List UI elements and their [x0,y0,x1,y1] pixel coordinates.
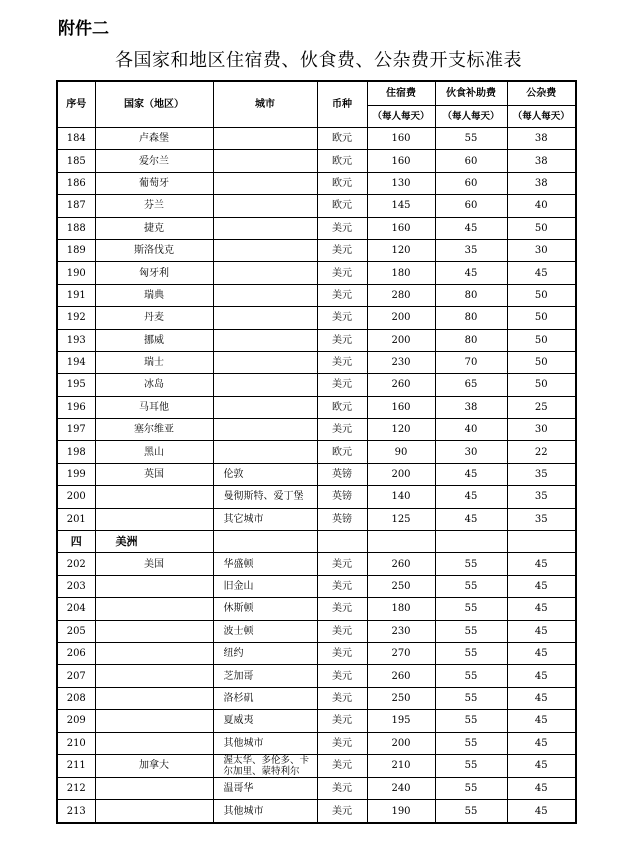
cell-country: 葡萄牙 [95,172,213,194]
cell-currency: 美元 [317,732,367,754]
cell-lodging: 260 [367,553,435,575]
cell-meal: 55 [435,553,507,575]
cell-misc: 25 [507,396,576,418]
cell-currency: 英镑 [317,463,367,485]
cell-city [213,374,317,396]
table-row [57,239,576,261]
cell-city [213,128,317,150]
cell-currency: 美元 [317,374,367,396]
cell-seq: 212 [57,777,95,799]
cell-meal: 80 [435,329,507,351]
cell-city [213,239,317,261]
table-row [57,463,576,485]
cell-lodging: 160 [367,128,435,150]
cell-meal: 55 [435,128,507,150]
cell-lodging: 260 [367,665,435,687]
standards-table [56,80,577,824]
cell-misc: 45 [507,732,576,754]
cell-currency: 美元 [317,284,367,306]
cell-seq: 194 [57,351,95,373]
table-row [57,217,576,239]
cell-city: 旧金山 [213,575,317,597]
cell-country [95,642,213,664]
cell-meal: 60 [435,195,507,217]
cell-lodging: 180 [367,262,435,284]
cell-city: 温哥华 [213,777,317,799]
cell-seq: 202 [57,553,95,575]
table-row [57,351,576,373]
table-row [57,777,576,799]
cell-currency: 欧元 [317,150,367,172]
cell-country: 挪威 [95,329,213,351]
cell-misc: 50 [507,374,576,396]
cell-currency: 美元 [317,217,367,239]
cell-misc: 45 [507,665,576,687]
cell-country: 斯洛伐克 [95,239,213,261]
header-currency: 币种 [317,81,367,128]
cell-country [95,777,213,799]
cell-country [95,575,213,597]
cell-city [213,329,317,351]
empty-cell [507,531,576,553]
cell-currency: 美元 [317,351,367,373]
table-row [57,687,576,709]
cell-misc: 45 [507,598,576,620]
cell-city: 华盛顿 [213,553,317,575]
cell-city: 芝加哥 [213,665,317,687]
cell-misc: 45 [507,642,576,664]
cell-seq: 209 [57,710,95,732]
cell-city [213,262,317,284]
cell-meal: 45 [435,486,507,508]
cell-seq: 193 [57,329,95,351]
cell-seq: 191 [57,284,95,306]
cell-city [213,195,317,217]
cell-currency: 美元 [317,553,367,575]
header-meal-unit: （每人每天） [435,106,507,128]
cell-currency: 美元 [317,710,367,732]
cell-misc: 45 [507,710,576,732]
cell-currency: 美元 [317,754,367,777]
cell-currency: 美元 [317,777,367,799]
cell-seq: 190 [57,262,95,284]
cell-country: 美国 [95,553,213,575]
cell-meal: 55 [435,732,507,754]
cell-city: 其他城市 [213,732,317,754]
cell-seq: 185 [57,150,95,172]
empty-cell [317,531,367,553]
cell-lodging: 280 [367,284,435,306]
cell-meal: 55 [435,754,507,777]
cell-country: 芬兰 [95,195,213,217]
cell-lodging: 200 [367,463,435,485]
cell-misc: 45 [507,262,576,284]
cell-lodging: 230 [367,351,435,373]
table-row [57,642,576,664]
cell-meal: 45 [435,463,507,485]
header-lodging: 住宿费 [367,81,435,106]
cell-seq: 208 [57,687,95,709]
cell-misc: 45 [507,620,576,642]
header-misc-unit: （每人每天） [507,106,576,128]
cell-city: 休斯顿 [213,598,317,620]
cell-city [213,217,317,239]
header-city: 城市 [213,81,317,128]
cell-meal: 55 [435,687,507,709]
cell-lodging: 200 [367,732,435,754]
cell-country: 黑山 [95,441,213,463]
cell-currency: 英镑 [317,508,367,530]
cell-misc: 38 [507,150,576,172]
cell-currency: 美元 [317,239,367,261]
cell-misc: 45 [507,754,576,777]
cell-seq: 187 [57,195,95,217]
cell-seq: 203 [57,575,95,597]
cell-city: 纽约 [213,642,317,664]
cell-currency: 欧元 [317,195,367,217]
cell-seq: 184 [57,128,95,150]
cell-lodging: 130 [367,172,435,194]
cell-misc: 45 [507,800,576,823]
table-row [57,329,576,351]
cell-lodging: 240 [367,777,435,799]
table-row [57,262,576,284]
cell-seq: 198 [57,441,95,463]
table-row [57,150,576,172]
cell-lodging: 270 [367,642,435,664]
cell-seq: 188 [57,217,95,239]
cell-country: 匈牙利 [95,262,213,284]
cell-city: 波士顿 [213,620,317,642]
section-number: 四 [57,531,95,553]
cell-country [95,687,213,709]
cell-lodging: 160 [367,217,435,239]
table-row [57,732,576,754]
cell-meal: 45 [435,217,507,239]
cell-seq: 200 [57,486,95,508]
cell-lodging: 200 [367,307,435,329]
cell-meal: 55 [435,710,507,732]
cell-misc: 38 [507,172,576,194]
cell-currency: 欧元 [317,172,367,194]
cell-country [95,620,213,642]
header-country: 国家（地区） [95,81,213,128]
cell-city [213,172,317,194]
table-row [57,172,576,194]
cell-city [213,419,317,441]
cell-seq: 199 [57,463,95,485]
cell-misc: 35 [507,486,576,508]
cell-country: 冰岛 [95,374,213,396]
cell-currency: 美元 [317,419,367,441]
cell-misc: 40 [507,195,576,217]
cell-currency: 欧元 [317,396,367,418]
cell-misc: 50 [507,217,576,239]
cell-seq: 201 [57,508,95,530]
cell-misc: 35 [507,463,576,485]
table-row [57,195,576,217]
cell-currency: 美元 [317,620,367,642]
cell-seq: 211 [57,754,95,777]
table-row [57,620,576,642]
table-body [57,128,576,823]
cell-lodging: 145 [367,195,435,217]
cell-meal: 45 [435,508,507,530]
cell-country: 捷克 [95,217,213,239]
cell-city: 渥太华、多伦多、卡尔加里、蒙特利尔 [213,754,317,777]
cell-country [95,800,213,823]
cell-misc: 45 [507,777,576,799]
section-name: 美洲 [95,531,213,553]
cell-seq: 205 [57,620,95,642]
cell-lodging: 120 [367,419,435,441]
cell-seq: 207 [57,665,95,687]
cell-lodging: 160 [367,396,435,418]
cell-misc: 38 [507,128,576,150]
cell-city [213,284,317,306]
cell-seq: 213 [57,800,95,823]
cell-lodging: 230 [367,620,435,642]
cell-lodging: 250 [367,575,435,597]
cell-country: 瑞士 [95,351,213,373]
cell-meal: 45 [435,262,507,284]
cell-country [95,665,213,687]
cell-currency: 美元 [317,307,367,329]
cell-seq: 204 [57,598,95,620]
cell-currency: 欧元 [317,128,367,150]
cell-lodging: 140 [367,486,435,508]
cell-city: 洛杉矶 [213,687,317,709]
cell-lodging: 190 [367,800,435,823]
cell-lodging: 125 [367,508,435,530]
cell-lodging: 160 [367,150,435,172]
cell-lodging: 180 [367,598,435,620]
cell-city: 其他城市 [213,800,317,823]
cell-country: 加拿大 [95,754,213,777]
cell-meal: 55 [435,777,507,799]
cell-lodging: 120 [367,239,435,261]
cell-country [95,732,213,754]
cell-meal: 80 [435,284,507,306]
cell-lodging: 195 [367,710,435,732]
cell-seq: 192 [57,307,95,329]
header-misc: 公杂费 [507,81,576,106]
cell-meal: 60 [435,172,507,194]
cell-meal: 35 [435,239,507,261]
cell-currency: 欧元 [317,441,367,463]
cell-country: 塞尔维亚 [95,419,213,441]
cell-lodging: 90 [367,441,435,463]
cell-meal: 80 [435,307,507,329]
cell-lodging: 200 [367,329,435,351]
table-row [57,710,576,732]
cell-country: 丹麦 [95,307,213,329]
cell-currency: 美元 [317,687,367,709]
cell-seq: 186 [57,172,95,194]
table-row [57,800,576,823]
cell-seq: 210 [57,732,95,754]
cell-meal: 55 [435,665,507,687]
table-row [57,374,576,396]
table-row [57,128,576,150]
table-row [57,575,576,597]
cell-currency: 美元 [317,262,367,284]
cell-seq: 206 [57,642,95,664]
table-row [57,598,576,620]
cell-country [95,508,213,530]
cell-misc: 35 [507,508,576,530]
cell-meal: 38 [435,396,507,418]
cell-misc: 30 [507,419,576,441]
cell-lodging: 210 [367,754,435,777]
cell-misc: 45 [507,553,576,575]
empty-cell [367,531,435,553]
cell-country: 英国 [95,463,213,485]
cell-city: 曼彻斯特、爱丁堡 [213,486,317,508]
header-seq: 序号 [57,81,95,128]
table-row [57,486,576,508]
cell-currency: 美元 [317,575,367,597]
attachment-label: 附件二 [58,19,109,39]
cell-city [213,396,317,418]
table-row [57,307,576,329]
cell-city: 其它城市 [213,508,317,530]
cell-seq: 196 [57,396,95,418]
table-row [57,396,576,418]
cell-country [95,710,213,732]
cell-meal: 70 [435,351,507,373]
cell-meal: 55 [435,575,507,597]
cell-seq: 197 [57,419,95,441]
cell-currency: 美元 [317,800,367,823]
cell-misc: 50 [507,329,576,351]
cell-misc: 45 [507,687,576,709]
cell-lodging: 250 [367,687,435,709]
table-row [57,754,576,777]
cell-country: 卢森堡 [95,128,213,150]
cell-city [213,441,317,463]
cell-seq: 195 [57,374,95,396]
empty-cell [435,531,507,553]
table-row [57,553,576,575]
cell-misc: 50 [507,284,576,306]
cell-currency: 美元 [317,642,367,664]
cell-meal: 65 [435,374,507,396]
cell-misc: 45 [507,575,576,597]
cell-misc: 22 [507,441,576,463]
cell-city: 伦敦 [213,463,317,485]
table-row [57,419,576,441]
cell-city [213,307,317,329]
cell-meal: 55 [435,620,507,642]
cell-currency: 美元 [317,598,367,620]
cell-lodging: 260 [367,374,435,396]
page-title: 各国家和地区住宿费、伙食费、公杂费开支标准表 [115,50,522,71]
cell-country: 瑞典 [95,284,213,306]
cell-city [213,351,317,373]
cell-meal: 55 [435,642,507,664]
cell-currency: 美元 [317,329,367,351]
cell-meal: 60 [435,150,507,172]
table-row [57,508,576,530]
table-row [57,441,576,463]
table-row [57,665,576,687]
cell-meal: 55 [435,800,507,823]
cell-meal: 30 [435,441,507,463]
cell-meal: 40 [435,419,507,441]
cell-misc: 30 [507,239,576,261]
cell-city: 夏威夷 [213,710,317,732]
section-row [57,531,576,553]
cell-misc: 50 [507,307,576,329]
cell-country [95,598,213,620]
cell-city [213,150,317,172]
cell-country [95,486,213,508]
cell-seq: 189 [57,239,95,261]
cell-country: 爱尔兰 [95,150,213,172]
header-lodging-unit: （每人每天） [367,106,435,128]
cell-currency: 美元 [317,665,367,687]
cell-currency: 英镑 [317,486,367,508]
cell-misc: 50 [507,351,576,373]
cell-country: 马耳他 [95,396,213,418]
cell-meal: 55 [435,598,507,620]
empty-cell [213,531,317,553]
table-row [57,284,576,306]
header-meal: 伙食补助费 [435,81,507,106]
